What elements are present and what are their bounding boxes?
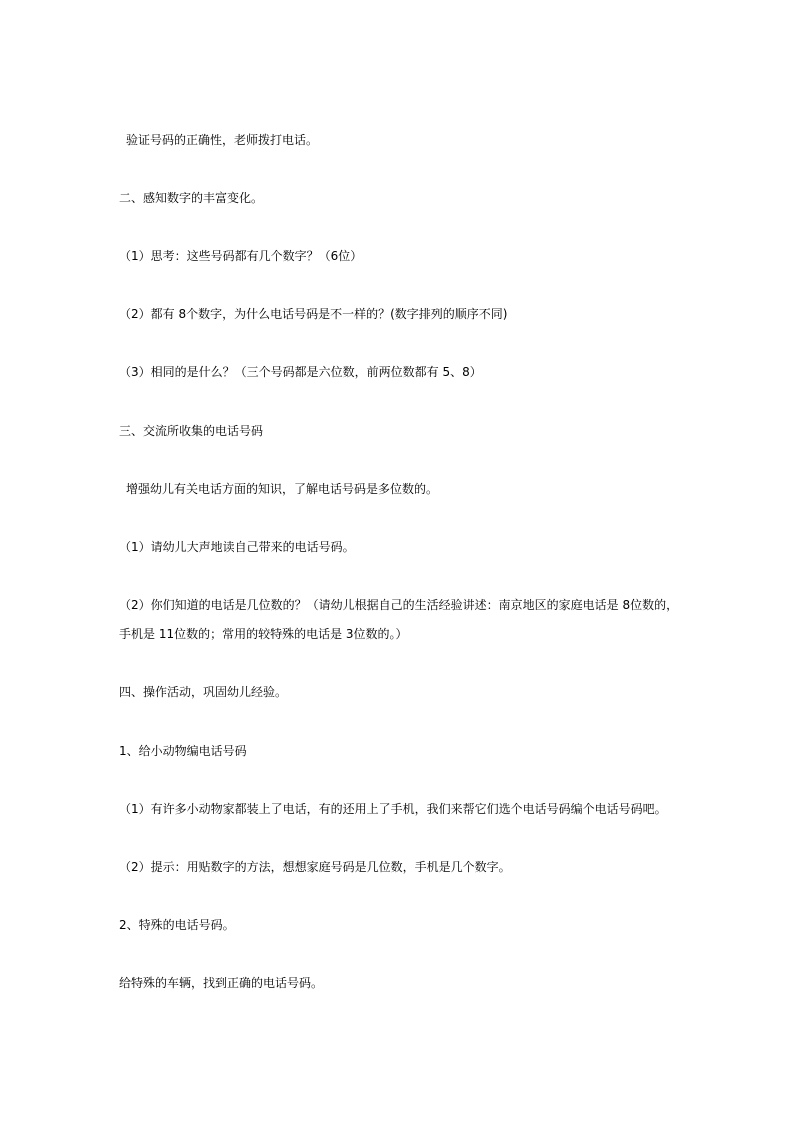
paragraph-item-1: （1）思考：这些号码都有几个数字？（6位） (119, 249, 363, 263)
paragraph-digits-question-cont: 手机是 11位数的；常用的较特殊的电话是 3位数的。） (119, 627, 408, 641)
heading-section-four: 四、操作活动，巩固幼儿经验。 (119, 685, 288, 699)
heading-section-two: 二、感知数字的丰富变化。 (119, 191, 264, 205)
paragraph-digits-question: （2）你们知道的电话是几位数的？（请幼儿根据自己的生活经验讲述：南京地区的家庭电话是 8位数的， (119, 598, 679, 612)
heading-subsection-1: 1、给小动物编电话号码 (119, 744, 247, 758)
heading-section-three: 三、交流所收集的电话号码 (119, 424, 264, 438)
paragraph-animals-phones: （1）有许多小动物家都装上了电话，有的还用上了手机，我们来帮它们选个电话号码编个电话号码吧。 (119, 802, 667, 816)
paragraph-item-3: （3）相同的是什么？（三个号码都是六位数，前两位数都有 5、8） (119, 365, 482, 379)
paragraph-enhance-knowledge: 增强幼儿有关电话方面的知识，了解电话号码是多位数的。 (126, 482, 439, 496)
heading-subsection-2: 2、特殊的电话号码。 (119, 918, 235, 932)
paragraph-special-vehicles: 给特殊的车辆，找到正确的电话号码。 (119, 976, 324, 990)
paragraph-item-2: （2）都有 8个数字，为什么电话号码是不一样的？(数字排列的顺序不同) (119, 307, 508, 321)
paragraph-read-aloud: （1）请幼儿大声地读自己带来的电话号码。 (119, 540, 355, 554)
paragraph-verify-number: 验证号码的正确性，老师拨打电话。 (126, 133, 319, 147)
paragraph-hint: （2）提示：用贴数字的方法，想想家庭号码是几位数，手机是几个数字。 (119, 860, 511, 874)
